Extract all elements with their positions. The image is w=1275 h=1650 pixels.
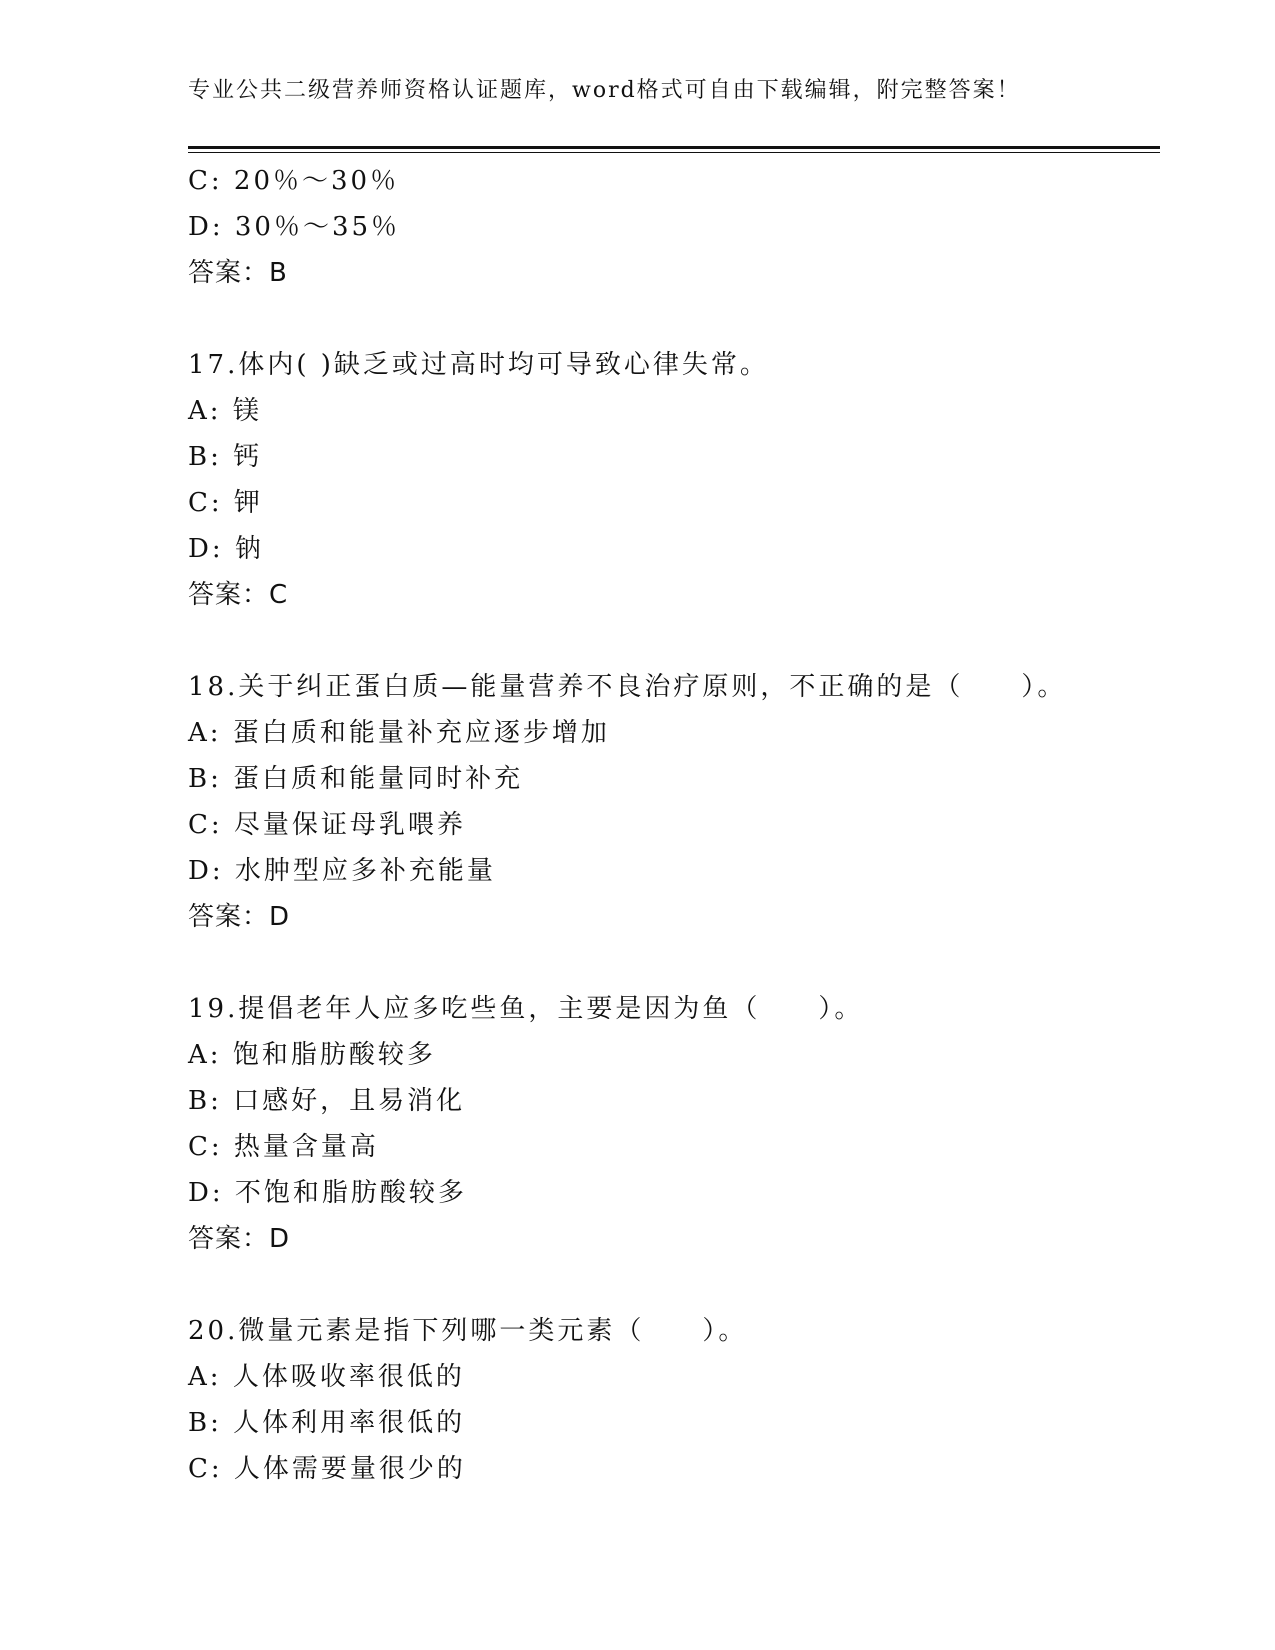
option-line	[188, 1032, 1148, 1078]
question-stem: 17.体内( )缺乏或过高时均可导致心律失常。	[188, 350, 769, 380]
option-label: B:	[188, 764, 222, 794]
option-label: D:	[188, 534, 224, 564]
option-line	[188, 802, 1148, 848]
option-line	[188, 480, 1148, 526]
option-text: 人体吸收率很低的	[232, 1362, 465, 1392]
option-label: D:	[188, 212, 224, 242]
option-line	[188, 710, 1148, 756]
question-17	[188, 342, 1148, 618]
answer-line: 答案：D	[188, 902, 291, 932]
option-label: A:	[188, 1040, 222, 1070]
option-label: C:	[188, 166, 223, 196]
option-line	[188, 1124, 1148, 1170]
option-text: 水肿型应多补充能量	[234, 856, 496, 886]
option-label: B:	[188, 1086, 222, 1116]
option-text: 人体需要量很少的	[233, 1454, 466, 1484]
option-line	[188, 1170, 1148, 1216]
option-line	[188, 434, 1148, 480]
question-18	[188, 664, 1148, 940]
answer-line: 答案：C	[188, 580, 289, 610]
option-line	[188, 1446, 1148, 1492]
option-label: A:	[188, 718, 222, 748]
option-label: C:	[188, 488, 223, 518]
option-text: 尽量保证母乳喂养	[233, 810, 466, 840]
answer-line: 答案：D	[188, 1224, 291, 1254]
option-line	[188, 158, 1148, 204]
option-text: 20％～30％	[233, 166, 400, 196]
option-label: C:	[188, 1454, 223, 1484]
question-19	[188, 986, 1148, 1262]
header-rule-thick	[188, 146, 1160, 149]
question-stem: 18.关于纠正蛋白质—能量营养不良治疗原则，不正确的是（ ）。	[188, 672, 1067, 702]
header-rule-thin	[188, 152, 1160, 153]
option-label: D:	[188, 1178, 224, 1208]
option-label: D:	[188, 856, 224, 886]
option-line	[188, 388, 1148, 434]
option-line	[188, 204, 1148, 250]
option-label: C:	[188, 1132, 223, 1162]
option-label: A:	[188, 396, 222, 426]
spacer	[188, 618, 1148, 664]
option-text: 镁	[232, 396, 262, 426]
option-line	[188, 1354, 1148, 1400]
option-line	[188, 526, 1148, 572]
option-line	[188, 1400, 1148, 1446]
question-stem: 19.提倡老年人应多吃些鱼，主要是因为鱼（ ）。	[188, 994, 864, 1024]
option-text: 30％～35％	[234, 212, 401, 242]
option-text: 钙	[233, 442, 263, 472]
spacer	[188, 940, 1148, 986]
option-text: 不饱和脂肪酸较多	[234, 1178, 467, 1208]
option-text: 钠	[234, 534, 264, 564]
option-text: 蛋白质和能量同时补充	[233, 764, 524, 794]
option-line	[188, 848, 1148, 894]
option-text: 热量含量高	[233, 1132, 379, 1162]
question-stem: 20.微量元素是指下列哪一类元素（ ）。	[188, 1316, 748, 1346]
option-label: B:	[188, 442, 222, 472]
option-text: 钾	[233, 488, 263, 518]
option-text: 人体利用率很低的	[233, 1408, 466, 1438]
question-continuation	[188, 158, 1148, 296]
option-text: 口感好，且易消化	[233, 1086, 466, 1116]
question-20	[188, 1308, 1148, 1492]
spacer	[188, 1262, 1148, 1308]
option-text: 饱和脂肪酸较多	[232, 1040, 436, 1070]
page-header: 专业公共二级营养师资格认证题库，word格式可自由下载编辑，附完整答案！	[188, 78, 1021, 103]
answer-line: 答案：B	[188, 258, 288, 288]
document-body	[188, 158, 1148, 1492]
option-line	[188, 756, 1148, 802]
spacer	[188, 296, 1148, 342]
option-line	[188, 1078, 1148, 1124]
option-label: B:	[188, 1408, 222, 1438]
option-label: A:	[188, 1362, 222, 1392]
option-text: 蛋白质和能量补充应逐步增加	[232, 718, 610, 748]
option-label: C:	[188, 810, 223, 840]
